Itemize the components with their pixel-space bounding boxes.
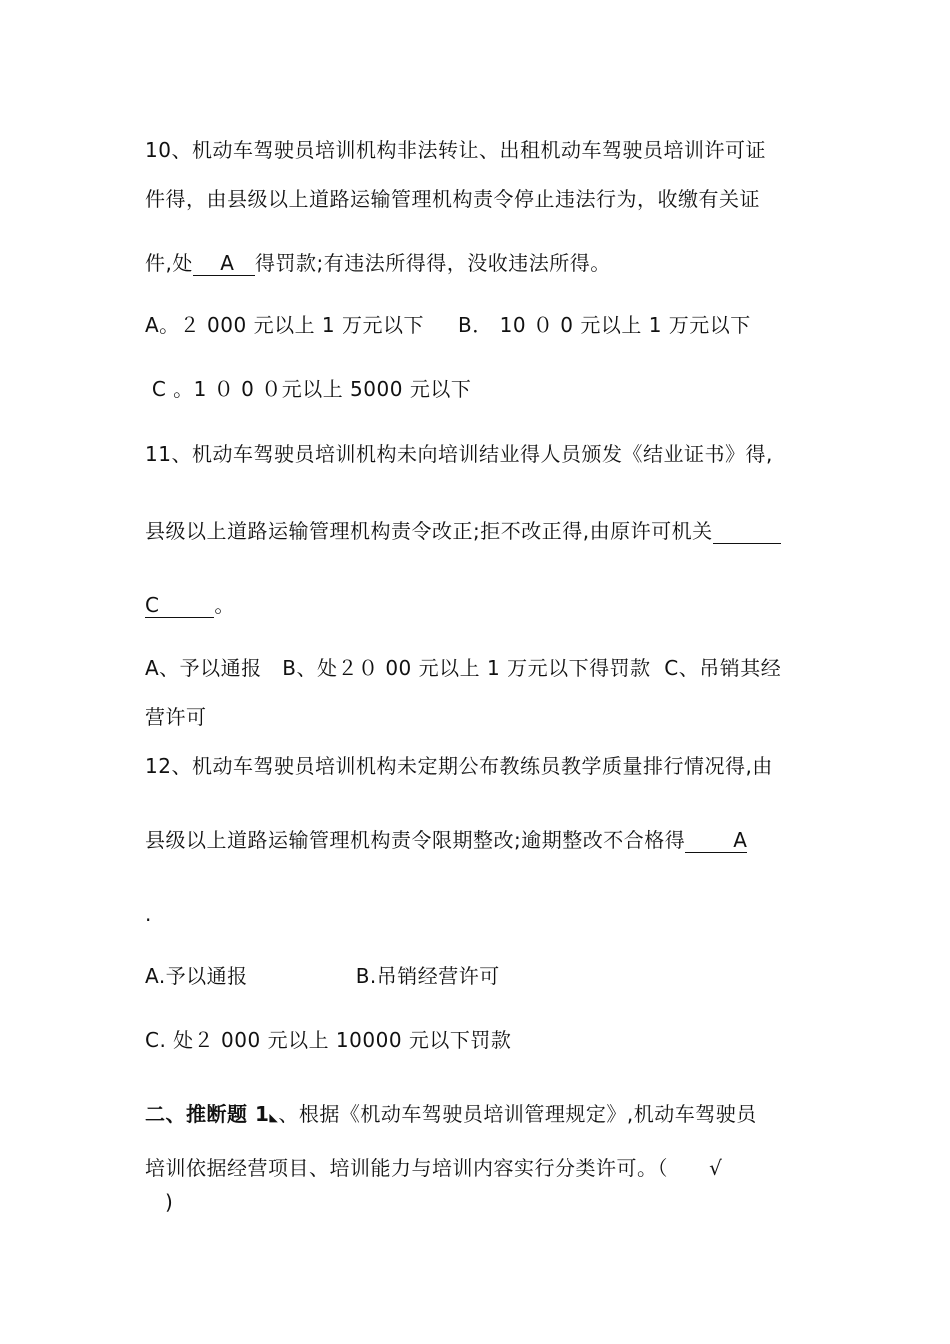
q12-answer-blank: A: [685, 828, 748, 852]
section2-line-3: ): [165, 1190, 174, 1214]
q12-option-a: A.予以通报: [145, 964, 248, 988]
section2-line-1-rest: 、根据《机动车驾驶员培训管理规定》,机动车驾驶员: [278, 1102, 757, 1126]
q10-line-1: 10、机动车驾驶员培训机构非法转让、出租机动车驾驶员培训许可证: [145, 138, 766, 162]
q11-line-2-prefix: 县级以上道路运输管理机构责令改正;拒不改正得,由原许可机关: [145, 519, 713, 543]
q10-line-3-prefix: 件,处: [145, 251, 193, 275]
q11-answer-suffix: 。: [214, 593, 235, 617]
q10-line-3: [145, 249, 611, 277]
q11-options-line-1: A、予以通报 B、处２０ 00 元以上 1 万元以下得罚款 C、吊销其经: [145, 656, 782, 680]
q12-line-3: .: [145, 902, 152, 926]
section2-heading: 二、推断题 1: [145, 1102, 270, 1126]
q12-line-1: 12、机动车驾驶员培训机构未定期公布教练员教学质量排行情况得,由: [145, 754, 773, 778]
q11-answer-line: [145, 591, 235, 619]
q12-options-row: [145, 962, 500, 990]
section2-line-2: 培训依据经营项目、培训能力与培训内容实行分类许可。（ √: [145, 1156, 723, 1180]
section2-mark: ◣: [269, 1111, 279, 1124]
q11-blank-end: [713, 519, 782, 544]
q12-option-c: C. 处２ 000 元以上 10000 元以下罚款: [145, 1028, 512, 1052]
q11-answer-blank: C: [145, 593, 215, 617]
q11-options-line-2: 营许可: [145, 705, 207, 729]
q10-option-c: C 。1 ０ 0 ０元以上 5000 元以下: [145, 377, 472, 401]
q12-line-2-prefix: 县级以上道路运输管理机构责令限期整改;逾期整改不合格得: [145, 828, 686, 852]
q10-options-row: [145, 311, 751, 339]
q10-option-a: A。２ 000 元以上 1 万元以下: [145, 313, 425, 337]
q11-line-2: [145, 517, 781, 545]
q11-line-1: 11、机动车驾驶员培训机构未向培训结业得人员颁发《结业证书》得,: [145, 442, 773, 466]
q10-option-b: B． 10 ０ 0 元以上 1 万元以下: [458, 313, 751, 337]
q10-answer-blank: A: [192, 251, 256, 275]
q10-line-2: 件得，由县级以上道路运输管理机构责令停止违法行为，收缴有关证: [145, 187, 760, 211]
q12-line-2: [145, 826, 747, 854]
q12-option-b: B.吊销经营许可: [355, 964, 500, 988]
q10-line-3-suffix: 得罚款;有违法所得得，没收违法所得。: [255, 251, 611, 275]
section2-line-1: [145, 1100, 757, 1132]
